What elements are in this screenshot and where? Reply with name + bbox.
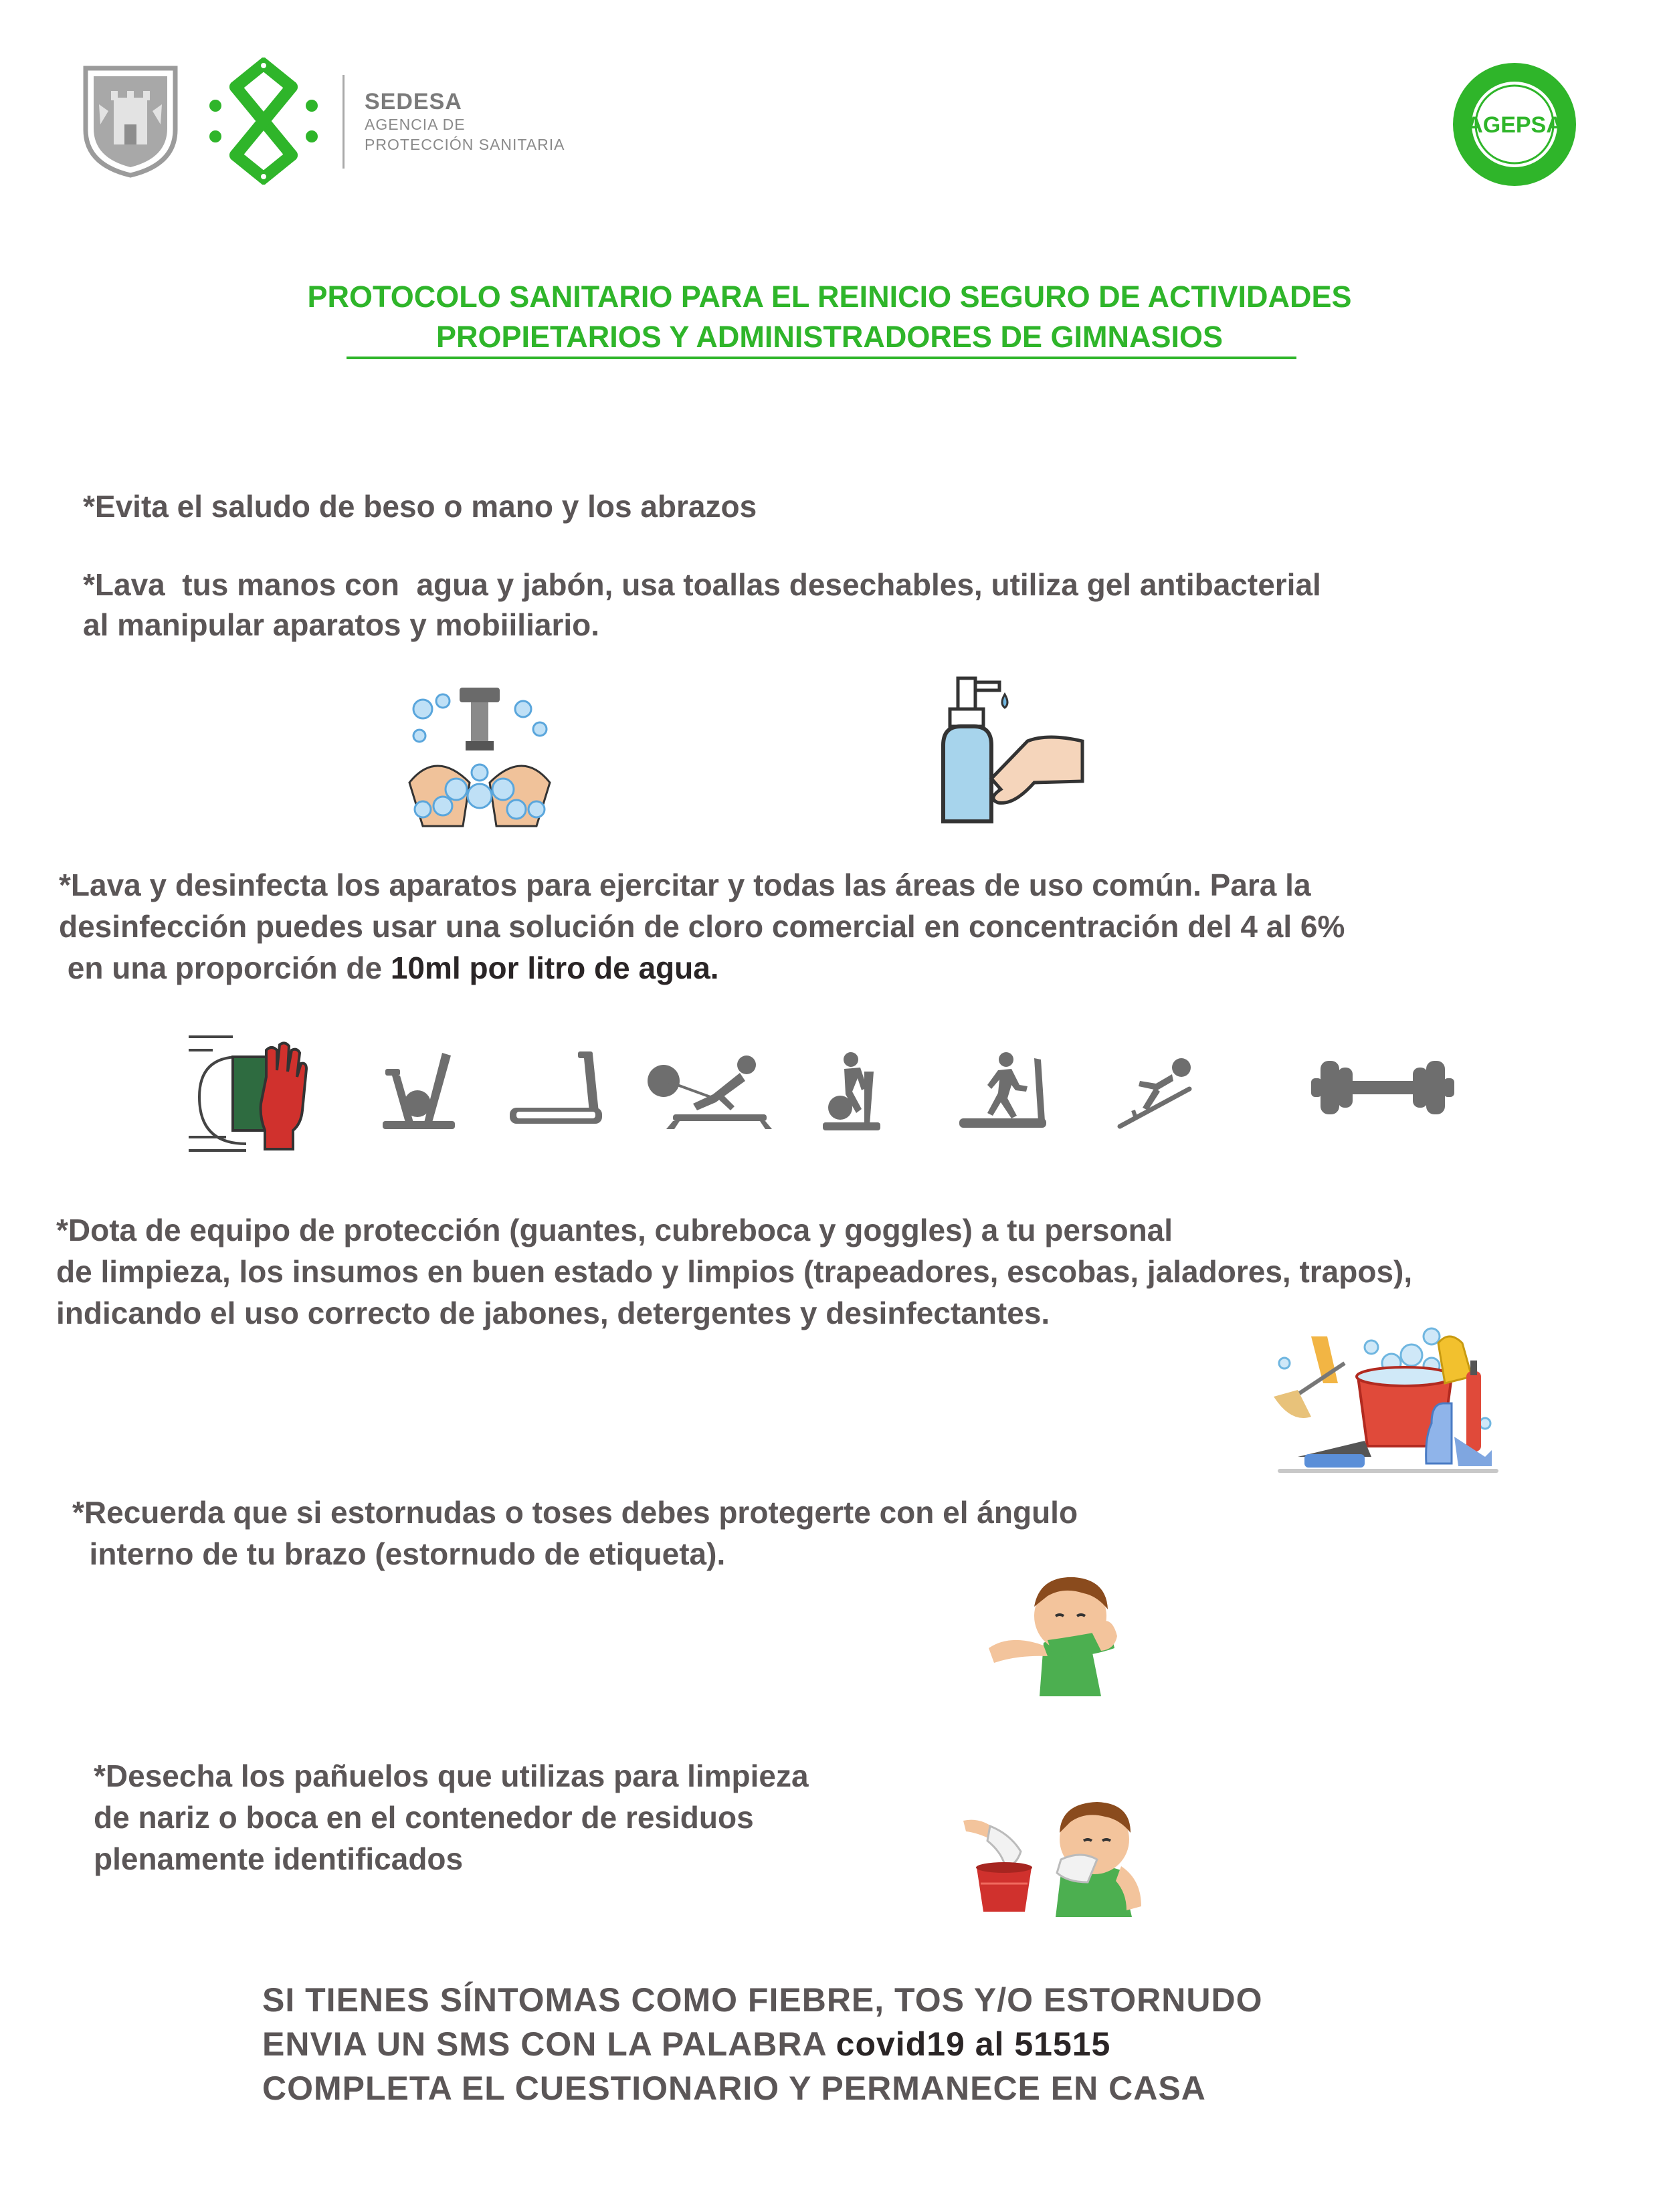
- child-wiping-nose-icon: [1041, 1793, 1148, 1917]
- agency-subtitle-line2: PROTECCIÓN SANITARIA: [365, 136, 565, 153]
- title-underline: [347, 357, 1296, 359]
- footer-line2-prefix: ENVIA UN SMS CON LA PALABRA: [262, 2025, 836, 2063]
- page-title-line2: PROPIETARIOS Y ADMINISTRADORES DE GIMNASIOS: [436, 320, 1223, 354]
- disinfect-text-line3-prefix: en una proporción de: [59, 950, 391, 985]
- disinfect-gloves-icon: [186, 1030, 313, 1157]
- greeting-text: *Evita el saludo de beso o mano y los abrazos: [83, 489, 757, 524]
- agency-name: SEDESA: [365, 89, 462, 114]
- equipment-text-line3: indicando el uso correcto de jabones, detergentes y desinfectantes.: [56, 1296, 1050, 1330]
- tissue-text-line1: *Desecha los pañuelos que utilizas para limpieza: [94, 1758, 809, 1793]
- exercise-bike-icon: [379, 1049, 459, 1132]
- footer-line1: SI TIENES SÍNTOMAS COMO FIEBRE, TOS Y/O ESTORNUDO: [262, 1981, 1263, 2019]
- dilution-ratio: 10ml por litro de agua.: [390, 950, 719, 985]
- sms-keyword-number: covid19 al 51515: [836, 2025, 1111, 2063]
- disinfect-text-line1: *Lava y desinfecta los aparatos para ejercitar y todas las áreas de uso común. Para la: [59, 868, 1311, 902]
- tissue-text-line3: plenamente identificados: [94, 1841, 464, 1876]
- handwashing-icon: [396, 682, 563, 836]
- rowing-machine-icon: [646, 1054, 772, 1130]
- stationary-bike-user-icon: [820, 1051, 883, 1132]
- hand-sanitizer-icon: [934, 672, 1094, 832]
- seal-label: AGEPSA: [1466, 112, 1563, 138]
- footer-line2: [262, 2023, 1110, 2066]
- handwash-text-line1: *Lava tus manos con agua y jabón, usa toallas desechables, utiliza gel antibacterial: [83, 567, 1321, 602]
- cdmx-logo-icon: [209, 58, 318, 185]
- dumbbell-icon: [1311, 1055, 1454, 1120]
- sneeze-text-line1: *Recuerda que si estornudas o toses debes protegerte con el ángulo: [72, 1495, 1078, 1530]
- agency-subtitle-line1: AGENCIA DE: [365, 116, 466, 133]
- handwash-text-line2: al manipular aparatos y mobiiliario.: [83, 607, 600, 642]
- treadmill-icon: [508, 1049, 603, 1129]
- equipment-text-line2: de limpieza, los insumos en buen estado y limpios (trapeadores, escobas, jaladores, trapos),: [56, 1254, 1413, 1289]
- footer-line3: COMPLETA EL CUESTIONARIO Y PERMANECE EN CASA: [262, 2070, 1206, 2107]
- tissue-bin-icon: [961, 1814, 1041, 1914]
- cleaning-supplies-icon: [1271, 1323, 1505, 1481]
- treadmill-runner-icon: [958, 1051, 1048, 1132]
- equipment-text-line1: *Dota de equipo de protección (guantes, cubreboca y goggles) a tu personal: [56, 1213, 1173, 1247]
- situp-bench-icon: [1116, 1054, 1195, 1129]
- sneezing-child-icon: [983, 1569, 1147, 1696]
- disinfect-text-line2: desinfección puedes usar una solución de cloro comercial en concentración del 4 al 6%: [59, 909, 1345, 944]
- disinfect-text-line3: [59, 947, 719, 989]
- cdmx-coat-of-arms-icon: [82, 64, 179, 178]
- sneeze-text-line2: interno de tu brazo (estornudo de etiqueta).: [72, 1536, 726, 1571]
- page-title-line1: PROTOCOLO SANITARIO PARA EL REINICIO SEGURO DE ACTIVIDADES: [307, 280, 1352, 314]
- agepsa-seal-icon: [1450, 60, 1579, 189]
- header-separator: [343, 75, 345, 169]
- tissue-text-line2: de nariz o boca en el contenedor de residuos: [94, 1800, 754, 1835]
